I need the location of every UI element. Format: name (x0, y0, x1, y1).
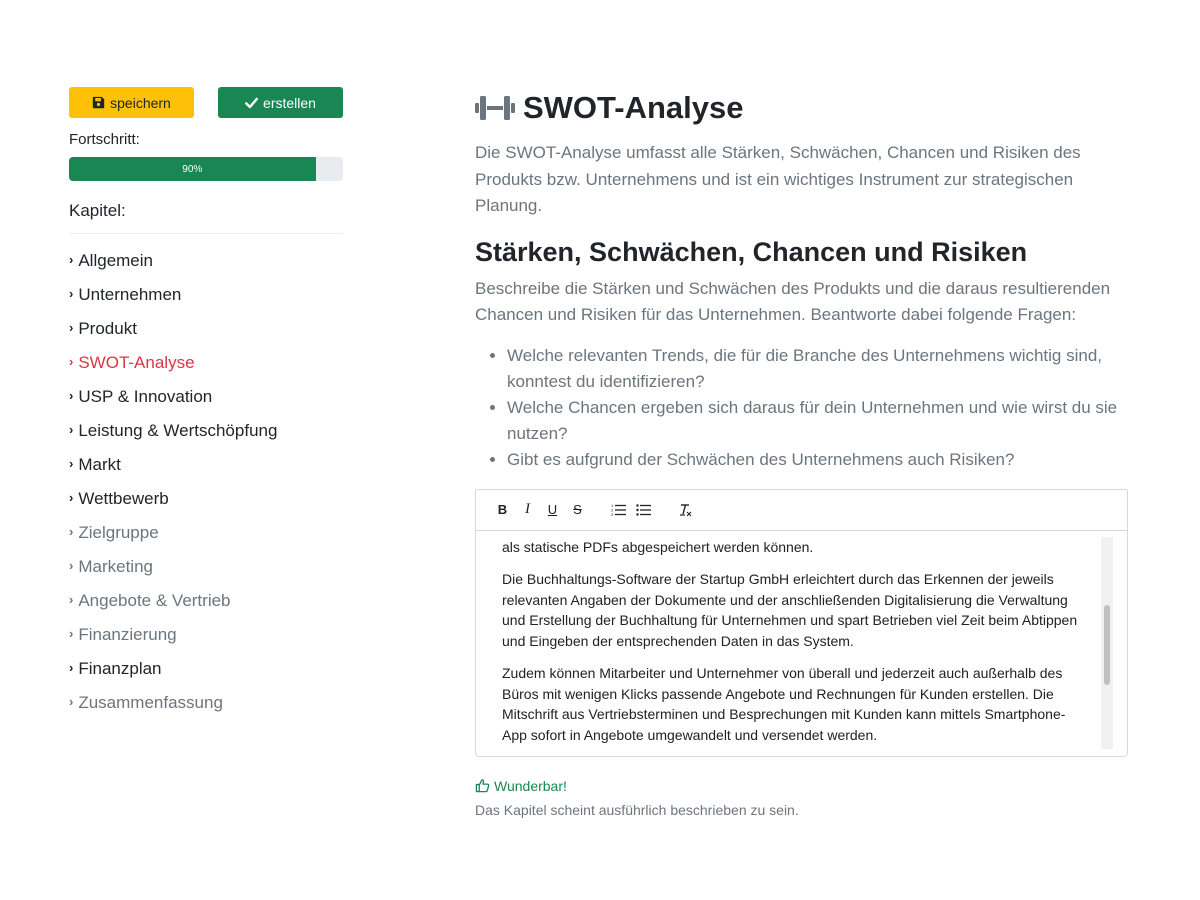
progress-bar-track (69, 157, 343, 181)
sidebar-item-label: Zusammenfassung (78, 693, 223, 712)
editor-scrollbar[interactable] (1101, 537, 1113, 749)
sidebar-item-label: Finanzierung (78, 625, 177, 644)
editor-paragraph: Zudem können Mitarbeiter und Unternehmer von überall und jederzeit auch außerhalb des Büros mit wenigen Klicks passende Angebote und Rechnungen für Kunden erstellen. Die Mitschrift aus Vertriebsterminen und Besprechungen mit Kunden kann mittels Smartphone-App sofort in Angebote umgewandelt und versendet werden. (502, 665, 1066, 743)
sidebar-item-label: Produkt (78, 319, 137, 338)
ordered-list-icon (611, 503, 626, 516)
progress-value: 90% (182, 163, 203, 175)
sidebar-item-8[interactable] (69, 516, 343, 550)
editor-paragraph: als statische PDFs abgespeichert werden können. (502, 538, 814, 555)
sidebar-item-label: Allgemein (78, 251, 153, 270)
sidebar-item-label: Finanzplan (78, 659, 162, 678)
chevron-right-icon: › (69, 387, 74, 403)
clear-format-button[interactable] (672, 498, 697, 522)
sidebar-item-12[interactable] (69, 652, 343, 686)
intro-text: Die SWOT-Analyse umfasst alle Stärken, Schwächen, Chancen und Risiken des Produkts bzw. Unternehmens und ist ein wichtiges Instrument zur strategischen Planung. (475, 143, 1081, 215)
ordered-list-button[interactable] (606, 498, 631, 522)
progress-bar-fill (69, 157, 316, 181)
list-item: • Welche relevanten Trends, die für die Branche des Unternehmens wichtig sind, konntest du identifizieren? (507, 343, 1128, 395)
chevron-right-icon: › (69, 353, 74, 369)
svg-text:1: 1 (611, 503, 614, 508)
sidebar-item-1[interactable] (69, 278, 343, 312)
scrollbar-thumb[interactable] (1104, 605, 1110, 685)
editor-toolbar (475, 489, 1128, 531)
action-buttons (69, 87, 343, 118)
sidebar-item-label: Leistung & Wertschöpfung (78, 421, 278, 440)
chevron-right-icon: › (69, 489, 74, 505)
sidebar-item-label: Angebote & Vertrieb (78, 591, 231, 610)
chevron-right-icon: › (69, 455, 74, 471)
editor-text (502, 537, 1089, 757)
chevron-right-icon: › (69, 285, 74, 301)
section-text: Beschreibe die Stärken und Schwächen des Produkts und die daraus resultierenden Chancen und Risiken für das Unternehmen. Beantworte dabei folgende Fragen: (475, 278, 1111, 324)
create-button-label: erstellen (263, 94, 316, 111)
sidebar-item-9[interactable] (69, 550, 343, 584)
feedback-title-text: Wunderbar! (494, 777, 567, 794)
create-button[interactable] (218, 87, 343, 118)
sidebar (69, 87, 343, 720)
sidebar-item-label: SWOT-Analyse (78, 353, 195, 372)
thumbs-up-icon (475, 778, 490, 793)
progress-label: Fortschritt: (69, 131, 140, 148)
question-list (475, 343, 1128, 473)
chevron-right-icon: › (69, 557, 74, 573)
sidebar-item-4[interactable] (69, 380, 343, 414)
sidebar-item-2[interactable] (69, 312, 343, 346)
strike-button[interactable]: S (573, 502, 582, 517)
sidebar-item-3[interactable] (69, 346, 343, 380)
chevron-right-icon: › (69, 319, 74, 335)
page-title (475, 88, 1128, 128)
underline-button[interactable]: U (547, 502, 558, 517)
main-content (475, 88, 1128, 818)
sidebar-item-label: Markt (78, 455, 121, 474)
sidebar-item-label: Unternehmen (78, 285, 182, 304)
svg-text:3: 3 (611, 512, 614, 516)
chevron-right-icon: › (69, 625, 74, 641)
sidebar-item-13[interactable] (69, 686, 343, 720)
chevron-right-icon: › (69, 251, 74, 267)
bullet-list-icon (636, 503, 651, 516)
sidebar-item-11[interactable] (69, 618, 343, 652)
sidebar-item-label: Zielgruppe (78, 523, 159, 542)
chevron-right-icon: › (69, 421, 74, 437)
sidebar-item-label: Marketing (78, 557, 153, 576)
save-button[interactable] (69, 87, 194, 118)
bold-button[interactable]: B (497, 502, 508, 517)
sidebar-item-0[interactable] (69, 244, 343, 278)
sidebar-item-7[interactable] (69, 482, 343, 516)
floppy-disk-icon (92, 96, 105, 109)
sidebar-item-6[interactable] (69, 448, 343, 482)
feedback-title (475, 778, 1128, 794)
section-title: Stärken, Schwächen, Chancen und Risiken (475, 236, 1028, 267)
rich-text-editor (475, 489, 1128, 757)
sidebar-item-label: Wettbewerb (78, 489, 169, 508)
chapter-list (69, 244, 343, 720)
chevron-right-icon: › (69, 693, 74, 709)
list-item: • Gibt es aufgrund der Schwächen des Unternehmens auch Risiken? (507, 447, 1128, 473)
save-button-label: speichern (110, 94, 171, 111)
check-icon (245, 97, 258, 109)
sidebar-item-5[interactable] (69, 414, 343, 448)
dumbbell-icon (475, 94, 515, 122)
bullet-list-button[interactable] (631, 498, 656, 522)
clear-format-icon (678, 503, 692, 517)
page-title-text: SWOT-Analyse (523, 90, 744, 125)
chapters-heading: Kapitel: (69, 201, 343, 234)
chevron-right-icon: › (69, 659, 74, 675)
sidebar-item-label: USP & Innovation (78, 387, 213, 406)
chevron-right-icon: › (69, 591, 74, 607)
sidebar-item-10[interactable] (69, 584, 343, 618)
editor-paragraph: Die Buchhaltungs-Software der Startup GmbH erleichtert durch das Erkennen der jeweils relevanten Angaben der Dokumente und der anschließenden Digitalisierung die Verwaltung und Erstellung der Buchhaltung für Unternehmen und spart Betrieben viel Zeit beim Abtippen und Eingeben der entsprechenden Daten in das System. (502, 571, 1078, 649)
editor-content[interactable] (475, 531, 1128, 757)
chevron-right-icon: › (69, 523, 74, 539)
italic-button[interactable]: I (525, 501, 530, 517)
svg-text:2: 2 (611, 507, 614, 513)
feedback-text: Das Kapitel scheint ausführlich beschrieben zu sein. (475, 801, 799, 818)
list-item: • Welche Chancen ergeben sich daraus für dein Unternehmen und wie wirst du sie nutzen? (507, 395, 1128, 447)
